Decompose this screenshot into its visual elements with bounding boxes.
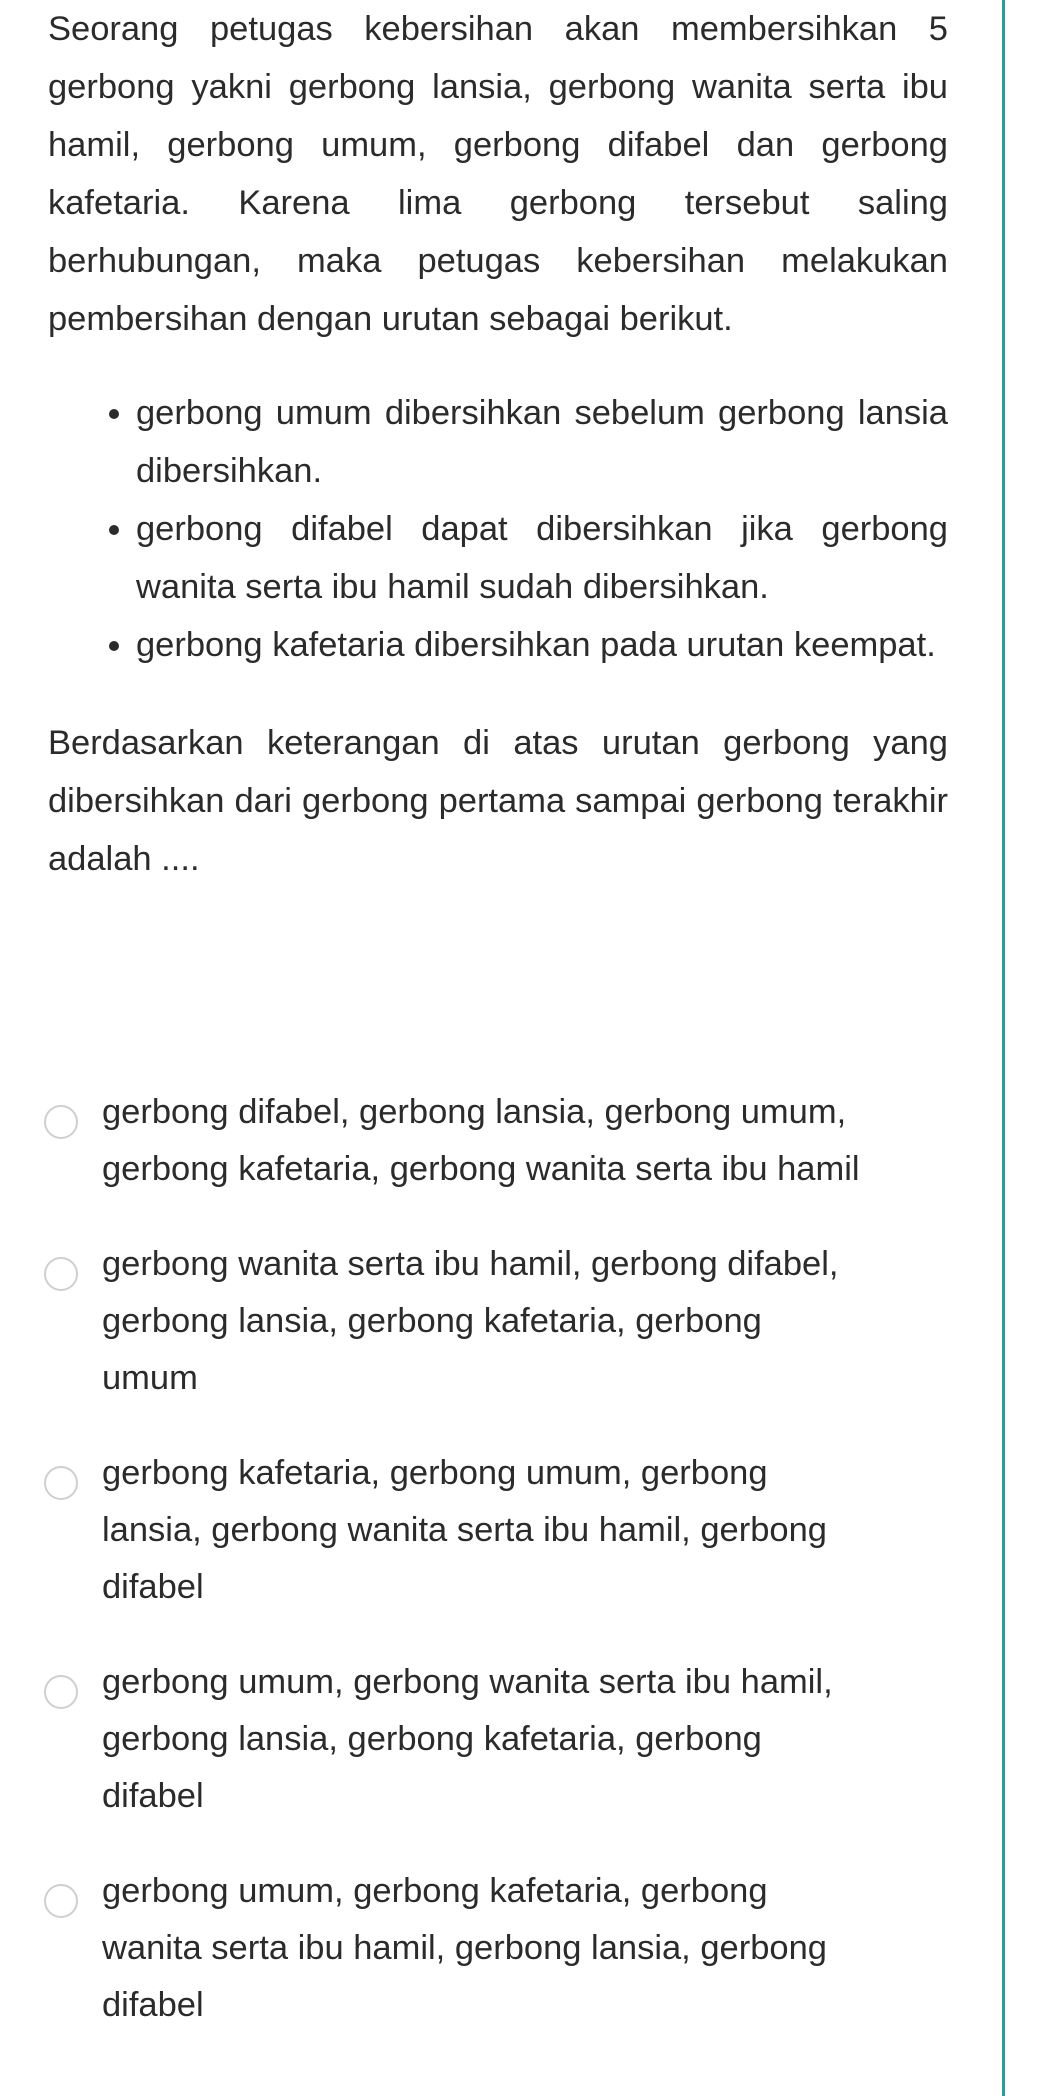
radio-button-icon[interactable]: [44, 1884, 78, 1918]
radio-button-icon[interactable]: [44, 1466, 78, 1500]
condition-text: gerbong umum dibersihkan sebelum gerbong lansia dibersihkan.: [136, 394, 948, 490]
answer-option-a[interactable]: [44, 1080, 944, 1198]
condition-item: [136, 500, 948, 616]
condition-text: gerbong kafetaria dibersihkan pada urutan keempat.: [136, 626, 936, 664]
right-border-rule: [1002, 0, 1005, 2096]
answer-option-d[interactable]: [44, 1650, 944, 1825]
answer-option-text: gerbong difabel, gerbong lansia, gerbong umum, gerbong kafetaria, gerbong wanita serta ibu hamil: [102, 1093, 860, 1188]
condition-list: [48, 384, 948, 674]
answer-option-b[interactable]: [44, 1232, 944, 1407]
radio-button-icon[interactable]: [44, 1675, 78, 1709]
radio-button-icon[interactable]: [44, 1257, 78, 1291]
answer-option-c[interactable]: [44, 1441, 944, 1616]
answer-option-e[interactable]: [44, 1859, 944, 2034]
bullet-icon: [109, 641, 119, 651]
question-prompt: Berdasarkan keterangan di atas urutan gerbong yang dibersihkan dari gerbong pertama sampai gerbong terakhir adalah ....: [48, 724, 948, 878]
answer-option-text: gerbong wanita serta ibu hamil, gerbong difabel, gerbong lansia, gerbong kafetaria, gerbong umum: [102, 1245, 839, 1397]
condition-text: gerbong difabel dapat dibersihkan jika gerbong wanita serta ibu hamil sudah dibersihkan.: [136, 510, 948, 606]
answer-option-text: gerbong kafetaria, gerbong umum, gerbong lansia, gerbong wanita serta ibu hamil, gerbong difabel: [102, 1454, 827, 1606]
bullet-icon: [109, 409, 119, 419]
answer-option-text: gerbong umum, gerbong kafetaria, gerbong wanita serta ibu hamil, gerbong lansia, gerbong difabel: [102, 1872, 827, 2024]
answer-options: [44, 1080, 944, 2068]
question-intro: Seorang petugas kebersihan akan membersihkan 5 gerbong yakni gerbong lansia, gerbong wanita serta ibu hamil, gerbong umum, gerbong difabel dan gerbong kafetaria. Karena lima gerbong tersebut saling berhubungan, maka petugas kebersihan melakukan pembersihan dengan urutan sebagai berikut.: [48, 10, 948, 338]
condition-item: [136, 384, 948, 500]
radio-button-icon[interactable]: [44, 1105, 78, 1139]
condition-item: [136, 616, 948, 674]
answer-option-text: gerbong umum, gerbong wanita serta ibu hamil, gerbong lansia, gerbong kafetaria, gerbong difabel: [102, 1663, 833, 1815]
bullet-icon: [109, 525, 119, 535]
question-block: [48, 0, 948, 888]
